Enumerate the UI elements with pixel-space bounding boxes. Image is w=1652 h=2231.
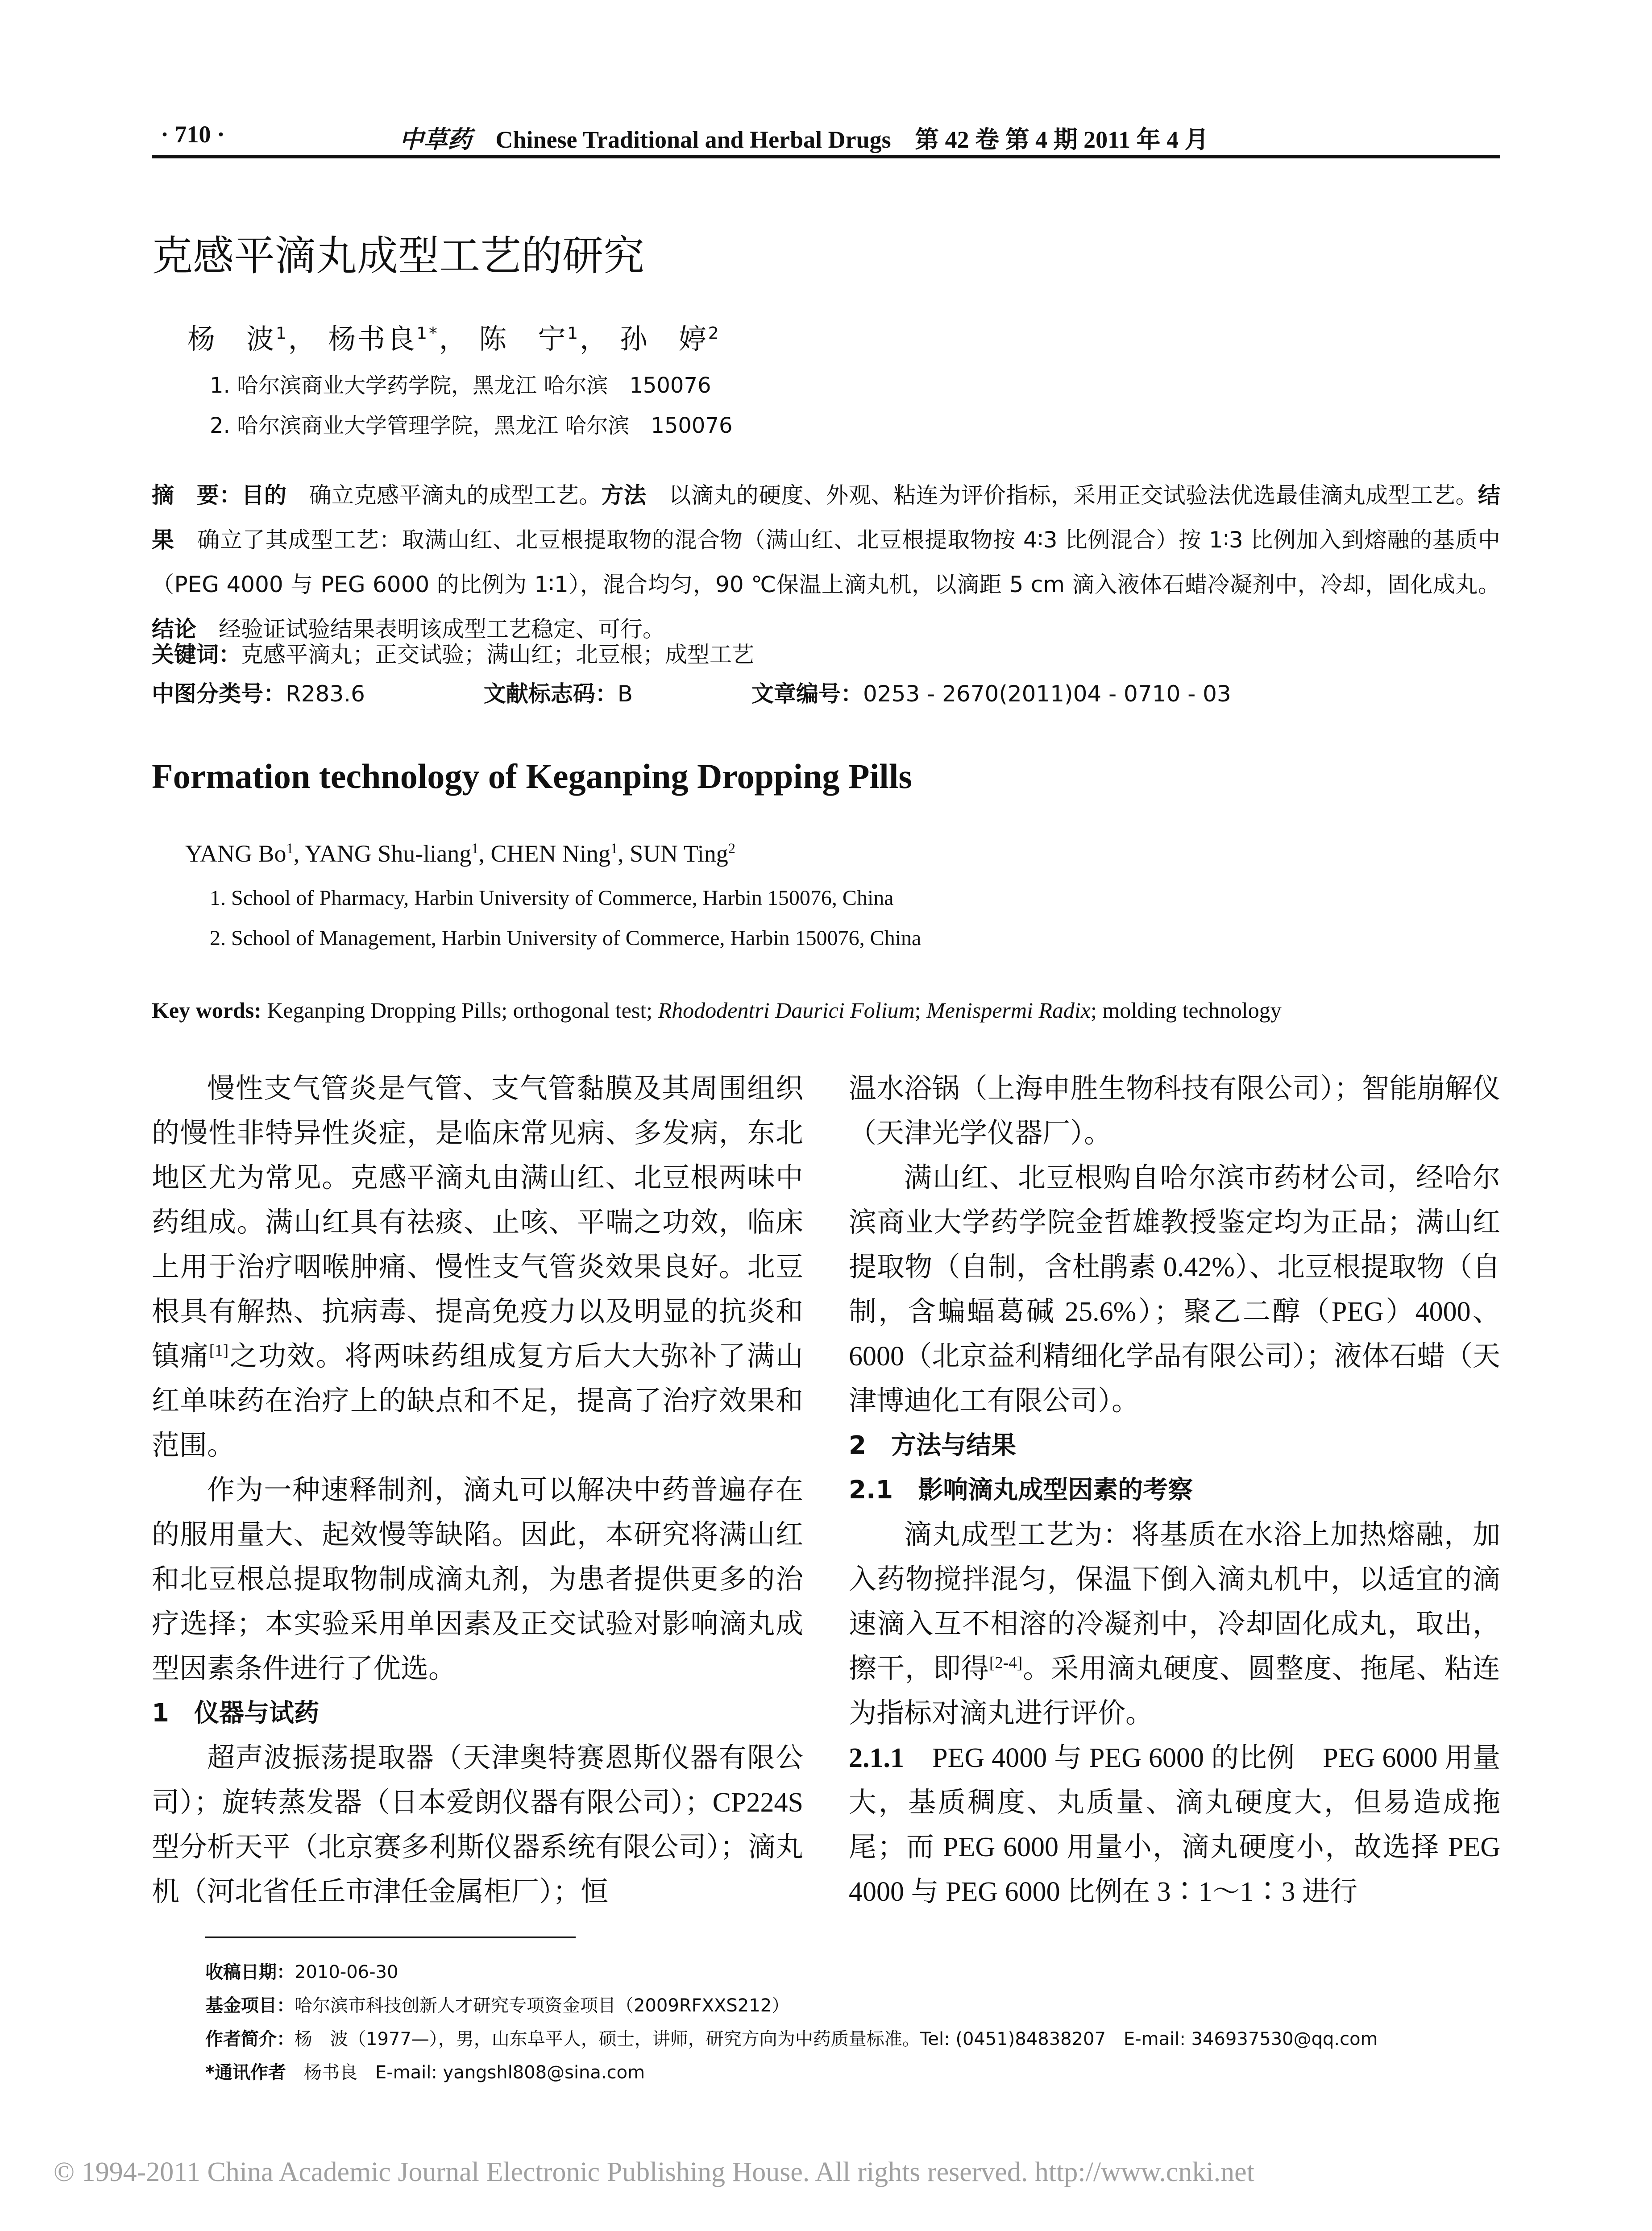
footnote-author-bio: 作者简介：杨 波（1977—），男，山东阜平人，硕士，讲师，研究方向为中药质量标准。Tel: (0451)84838207 E-mail: 346937530@qq.com — [205, 2029, 1378, 2049]
paragraph: 满山红、北豆根购自哈尔滨市药材公司，经哈尔滨商业大学药学院金哲雄教授鉴定均为正品；满山红提取物（自制，含杜鹃素 0.42%）、北豆根提取物（自制，含蝙蝠葛碱 25.6%）；聚乙二醇（PEG）4000、6000（北京益利精细化学品有限公司）；液体石蜡（天津博迪化工有限公司）。 — [849, 1163, 1500, 1416]
title-cn: 克感平滴丸成型工艺的研究 — [152, 232, 645, 280]
issue-info: 第 42 卷 第 4 期 2011 年 4 月 — [915, 126, 1209, 153]
section-heading: 1 仪器与试药 — [152, 1699, 319, 1728]
section-heading: 2 方法与结果 — [849, 1431, 1016, 1460]
abstract-label: 摘 要： — [152, 482, 242, 508]
body-right-column — [849, 1066, 1500, 1914]
paragraph: 慢性支气管炎是气管、支气管黏膜及其周围组织的慢性非特异性炎症，是临床常见病、多发病，东北地区尤为常见。克感平滴丸由满山红、北豆根两味中药组成。满山红具有祛痰、止咳、平喘之功效，临床上用于治疗咽喉肿痛、慢性支气管炎效果良好。北豆根具有解热、抗病毒、提高免疫力以及明显的抗炎和镇痛[1]之功效。将两味药组成复方后大大弥补了满山红单味药在治疗上的缺点和不足，提高了治疗效果和范围。 — [152, 1074, 803, 1461]
author-cn: 杨 波$^1$ — [187, 323, 288, 355]
footnote-fund: 基金项目：哈尔滨市科技创新人才研究专项资金项目（2009RFXXS212） — [205, 1995, 790, 2016]
affiliation-en-1: 1. School of Pharmacy, Harbin University of Commerce, Harbin 150076, China — [210, 886, 894, 910]
author-en: YANG Shu-liang$^1$ — [304, 840, 479, 867]
abstract-cn: 摘 要：目的 确立克感平滴丸的成型工艺。方法 以滴丸的硬度、外观、粘连为评价指标，采用正交试验法优选最佳滴丸成型工艺。结果 确立了其成型工艺：取满山红、北豆根提取物的混合物（满山红、北豆根提取物按 4∶3 比例混合）按 1∶3 比例加入到熔融的基质中（PEG 4000 与 PEG 6000 的比例为 1∶1），混合均匀，90 ℃保温上滴丸机，以滴距 5 cm 滴入液体石蜡冷凝剂中，冷却，固化成丸。结论 经验证试验结果表明该成型工艺稳定、可行。 — [152, 482, 1501, 642]
subsection-heading: 2.1 影响滴丸成型因素的考察 — [849, 1476, 1193, 1505]
author-cn: 陈 宁$^1$ — [479, 323, 580, 355]
header-rule — [152, 155, 1500, 158]
keywords-cn: 关键词：克感平滴丸；正交试验；满山红；北豆根；成型工艺 — [152, 642, 754, 668]
authors-cn: 杨 波$^1$， 杨书良$^{1*}$， 陈 宁$^1$， 孙 婷$^2$ — [187, 323, 721, 355]
affiliation-en-2: 2. School of Management, Harbin University of Commerce, Harbin 150076, China — [210, 926, 921, 950]
journal-name-cn: 中草药 — [399, 125, 472, 153]
page-number: · 710 · — [161, 121, 225, 148]
paragraph: 超声波振荡提取器（天津奥特赛恩斯仪器有限公司）；旋转蒸发器（日本爱朗仪器有限公司）；CP224S 型分析天平（北京赛多利斯仪器系统有限公司）；滴丸机（河北省任丘市津任金属柜厂）；恒 — [152, 1743, 803, 1907]
paragraph: 作为一种速释制剂，滴丸可以解决中药普遍存在的服用量大、起效慢等缺陷。因此，本研究将满山红和北豆根总提取物制成滴丸剂，为患者提供更多的治疗选择；本实验采用单因素及正交试验对影响滴丸成型因素条件进行了优选。 — [152, 1475, 803, 1684]
affiliation-cn-1: 1. 哈尔滨商业大学药学院，黑龙江 哈尔滨 150076 — [210, 373, 711, 398]
journal-name-en: Chinese Traditional and Herbal Drugs — [495, 126, 891, 153]
footnote-received: 收稿日期：2010-06-30 — [205, 1962, 398, 1982]
author-cn: 杨书良$^{1*}$ — [328, 323, 439, 355]
copyright-notice: © 1994-2011 China Academic Journal Electronic Publishing House. All rights reserved. http://www.cnki.net — [54, 2157, 1254, 2187]
author-en: SUN Ting$^2$ — [630, 840, 735, 867]
keywords-en: Key words: Keganping Dropping Pills; orthogonal test; Rhododentri Daurici Folium; Menispermi Radix; molding technology — [152, 998, 1282, 1023]
paragraph: 2.1.1 PEG 4000 与 PEG 6000 的比例 PEG 6000 用量大，基质稠度、丸质量、滴丸硬度大，但易造成拖尾；而 PEG 6000 用量小，滴丸硬度小，故选择 PEG 4000 与 PEG 6000 比例在 3∶1～1∶3 进行 — [849, 1743, 1500, 1907]
footnote-rule — [205, 1937, 576, 1938]
title-en: Formation technology of Keganping Dropping Pills — [152, 757, 912, 796]
paragraph: 温水浴锅（上海申胜生物科技有限公司）；智能崩解仪（天津光学仪器厂）。 — [849, 1074, 1500, 1149]
affiliation-cn-2: 2. 哈尔滨商业大学管理学院，黑龙江 哈尔滨 150076 — [210, 413, 733, 438]
author-cn: 孙 婷$^2$ — [619, 323, 721, 355]
running-header — [399, 120, 1209, 161]
author-en: YANG Bo$^1$ — [185, 840, 294, 867]
classification-line: 中图分类号：R283.6 文献标志码：B 文章编号：0253 - 2670(2011)04 - 0710 - 03 — [152, 681, 1231, 707]
authors-en: YANG Bo$^1$, YANG Shu-liang$^1$, CHEN Ning$^1$, SUN Ting$^2$ — [185, 840, 735, 867]
author-en: CHEN Ning$^1$ — [490, 840, 618, 867]
paragraph: 滴丸成型工艺为：将基质在水浴上加热熔融，加入药物搅拌混匀，保温下倒入滴丸机中，以适宜的滴速滴入互不相溶的冷凝剂中，冷却固化成丸，取出，擦干，即得[2-4]。采用滴丸硬度、圆整度、拖尾、粘连为指标对滴丸进行评价。 — [849, 1520, 1500, 1729]
footnote-corresponding: *通讯作者 杨书良 E-mail: yangshl808@sina.com — [205, 2062, 645, 2083]
body-left-column — [152, 1066, 803, 1914]
